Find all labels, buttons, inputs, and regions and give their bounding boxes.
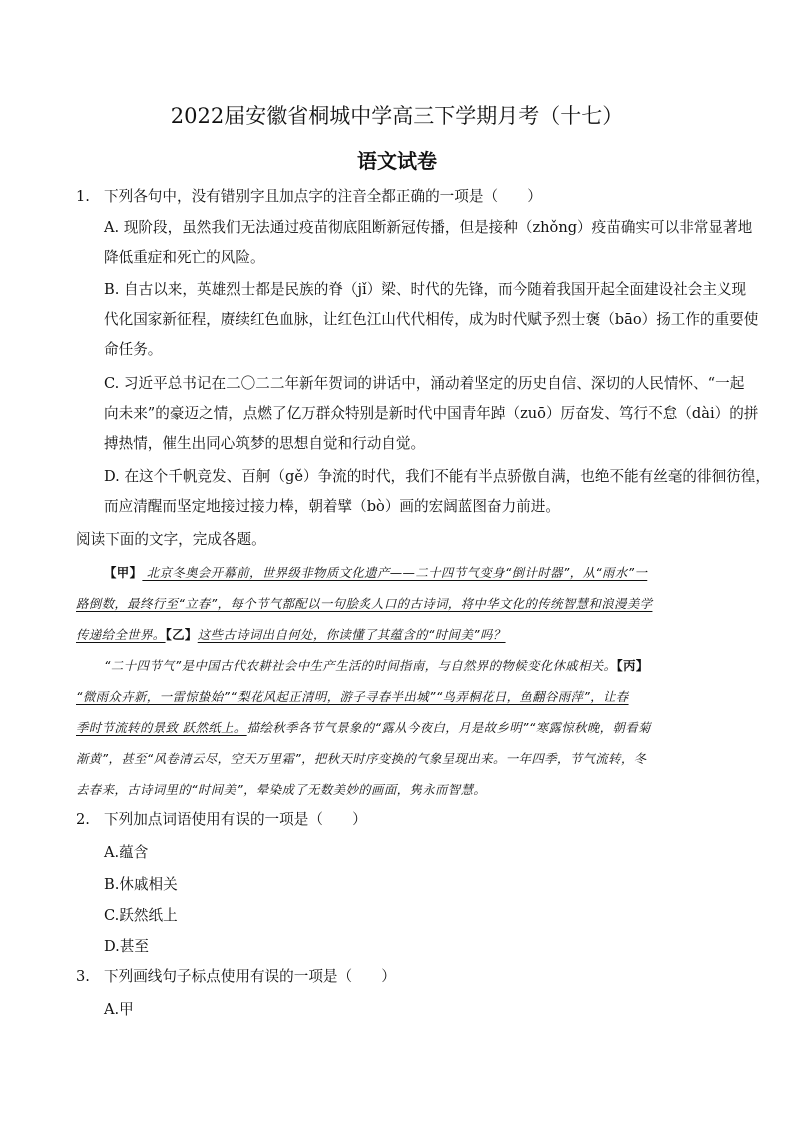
- page-title: 2022届安徽省桐城中学高三下学期月考（十七）: [170, 104, 624, 128]
- question-stem: 下列画线句子标点使用有误的一项是（ ）: [104, 968, 396, 985]
- option-d: D.甚至: [104, 938, 150, 955]
- option-b-line: B. 自古以来，英雄烈士都是民族的脊（jǐ）梁、时代的先锋，而今随着我国开起全面建设社会主义现: [104, 281, 747, 298]
- passage-line: “微雨众卉新，一雷惊蛰始”“梨花风起正清明，游子寻春半出城”“鸟弄桐花日，鱼翻谷雨萍”，让春: [76, 689, 629, 704]
- option-d-line: 而应清醒而坚定地接过接力棒，朝着擘（bò）画的宏阔蓝图奋力前进。: [104, 498, 560, 515]
- option-c: C.跃然纸上: [104, 907, 178, 924]
- mark-bing: 【丙】: [616, 658, 649, 673]
- question-stem: 下列各句中，没有错别字且加点字的注音全都正确的一项是（ ）: [104, 188, 542, 205]
- option-d-line: D. 在这个千帆竞发、百舸（gě）争流的时代，我们不能有半点骄傲自满，也绝不能有丝毫的徘徊彷徨，: [104, 468, 770, 485]
- option-a-line: A. 现阶段，虽然我们无法通过疫苗彻底阻断新冠传播，但是接种（zhǒng）疫苗确实可以非常显著地: [104, 219, 753, 236]
- passage-line: 路倒数，最终行至“立春”，每个节气都配以一句脍炙人口的古诗词，将中华文化的传统智慧和浪漫美学: [76, 596, 653, 611]
- option-a: A.甲: [104, 1001, 134, 1018]
- underlined-sentence: 这些古诗词出自何处，你读懂了其蕴含的“时间美”吗？: [197, 627, 506, 642]
- option-c-line: 向未来”的豪迈之情，点燃了亿万群众特别是新时代中国青年踔（zuō）厉奋发、笃行不怠（dài）的拼: [104, 405, 759, 422]
- option-c-line: C. 习近平总书记在二〇二二年新年贺词的讲话中，涌动着坚定的历史自信、深切的人民情怀、“一起: [104, 375, 745, 392]
- option-a-line: 降低重症和死亡的风险。: [104, 249, 265, 266]
- reading-instruction: 阅读下面的文字，完成各题。: [76, 531, 266, 548]
- question-number: 1.: [76, 188, 90, 205]
- passage-line: 去春来，古诗词里的“时间美”，晕染成了无数美妙的画面，隽永而智慧。: [76, 782, 487, 797]
- option-b-line: 代化国家新征程，赓续红色血脉，让红色江山代代相传，成为时代赋予烈士褒（bāo）扬工作的重要使: [104, 311, 759, 328]
- question-number: 2.: [76, 811, 90, 828]
- underlined-sentence: 传递给全世界。: [76, 627, 166, 642]
- passage-text: “二十四节气”是中国古代农耕社会中生产生活的时间指南，与自然界的物候变化休戚相关。: [104, 658, 617, 673]
- passage-line: [104, 563, 647, 583]
- passage-line: [76, 718, 651, 738]
- passage-line: 渐黄”，甚至“风卷清云尽，空天万里霜”，把秋天时序变换的气象呈现出来。一年四季，节气流转，冬: [76, 751, 647, 766]
- option-b: B.休戚相关: [104, 876, 178, 893]
- option-c-line: 搏热情，催生出同心筑梦的思想自觉和行动自觉。: [104, 435, 426, 452]
- mark-yi: 【乙】: [165, 627, 198, 642]
- question-number: 3.: [76, 968, 90, 985]
- page-subtitle: 语文试卷: [357, 149, 437, 173]
- option-b-line: 命任务。: [104, 341, 163, 358]
- option-a: A.蕴含: [104, 844, 149, 861]
- underlined-sentence: 北京冬奥会开幕前，世界级非物质文化遗产——二十四节气变身“倒计时器”，从“雨水”一: [142, 565, 648, 580]
- question-stem: 下列加点词语使用有误的一项是（ ）: [104, 811, 367, 828]
- mark-jia: 【甲】: [104, 565, 143, 580]
- underlined-sentence: 季时节流转的景致 跃然纸上。: [76, 720, 247, 735]
- passage-text: 描绘秋季各节气景象的“露从今夜白，月是故乡明”“寒露惊秋晚，朝看菊: [246, 720, 651, 735]
- passage-line: [76, 625, 506, 645]
- passage-line: [104, 656, 649, 676]
